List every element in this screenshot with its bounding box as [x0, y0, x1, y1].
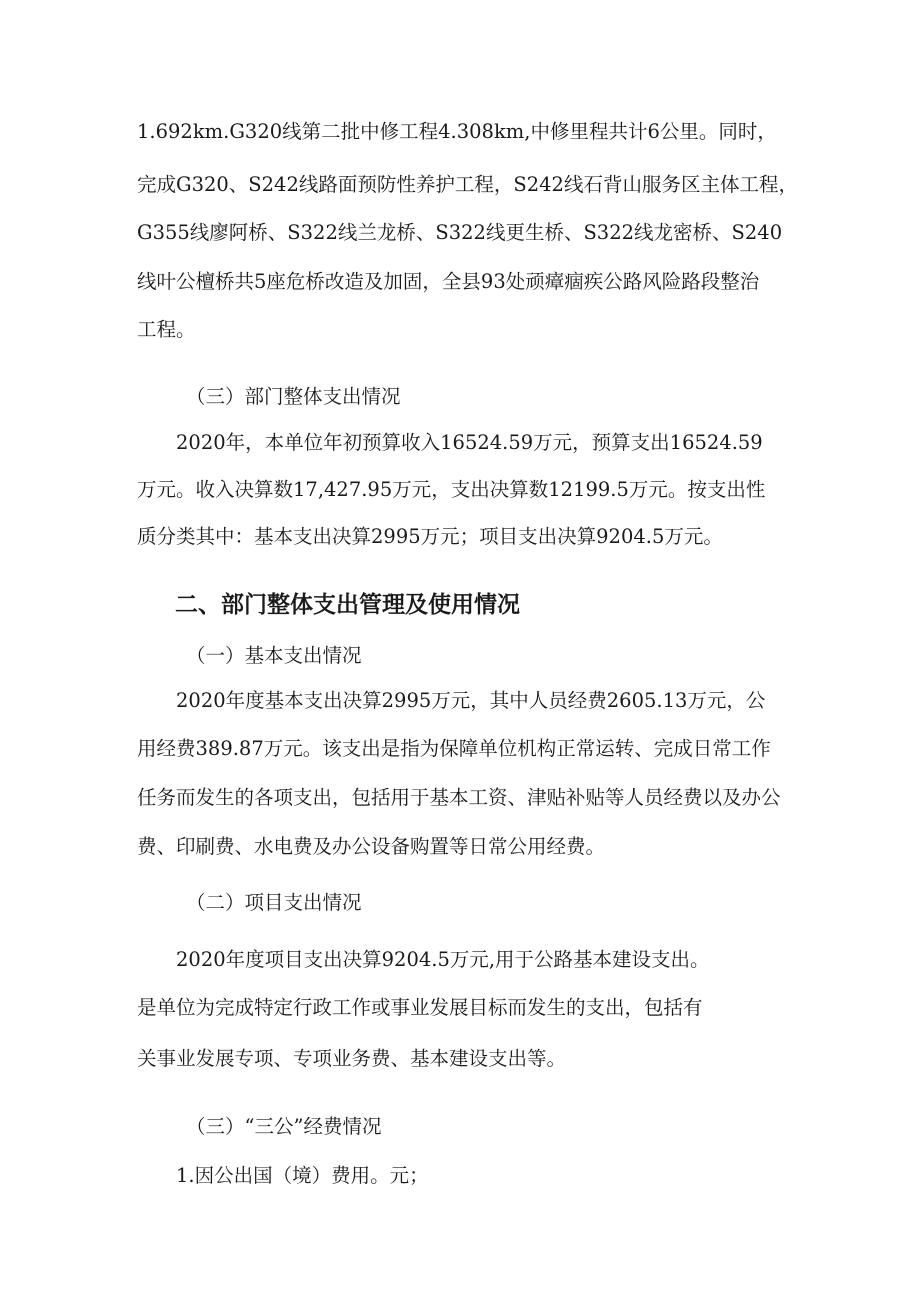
- section-heading: 二、部门整体支出管理及使用情况: [175, 592, 520, 618]
- subsection-heading-three-public-expenses: （三）“三公”经费情况: [186, 1115, 382, 1138]
- paragraph-line: 是单位为完成特定行政工作或事业发展目标而发生的支出，包括有: [137, 996, 703, 1019]
- paragraph-line: 关事业发展专项、专项业务费、基本建设支出等。: [137, 1047, 567, 1070]
- paragraph-line: 2020年度基本支出决算2995万元，其中人员经费2605.13万元，公: [176, 689, 766, 712]
- paragraph-line: 工程。: [137, 318, 196, 341]
- list-item: 1.因公出国（境）费用。元；: [176, 1164, 429, 1187]
- paragraph-line: 线叶公檀桥共5座危桥改造及加固，全县93处顽瘴痼疾公路风险路段整治: [137, 270, 760, 293]
- paragraph-line: 万元。收入决算数17,427.95万元，支出决算数12199.5万元。按支出性: [137, 478, 766, 501]
- paragraph-line: 完成G320、S242线路面预防性养护工程，S242线石背山服务区主体工程，: [137, 173, 798, 196]
- subsection-heading-project-expenditure: （二）项目支出情况: [186, 891, 362, 914]
- paragraph-line: 2020年度项目支出决算9204.5万元,用于公路基本建设支出。: [176, 948, 710, 971]
- paragraph-line: 质分类其中：基本支出决算2995万元；项目支出决算9204.5万元。: [137, 525, 723, 548]
- paragraph-line: 费、印刷费、水电费及办公设备购置等日常公用经费。: [137, 835, 606, 858]
- subsection-heading-expenditure-overview: （三）部门整体支出情况: [186, 385, 401, 408]
- paragraph-line: 任务而发生的各项支出，包括用于基本工资、津贴补贴等人员经费以及办公: [137, 786, 781, 809]
- subsection-heading-basic-expenditure: （一）基本支出情况: [186, 644, 362, 667]
- paragraph-line: 用经费389.87万元。该支出是指为保障单位机构正常运转、完成日常工作: [137, 737, 771, 760]
- paragraph-line: 1.692km.G320线第二批中修工程4.308km,中修里程共计6公里。同时，: [137, 120, 777, 143]
- paragraph-line: 2020年，本单位年初预算收入16524.59万元，预算支出16524.59: [176, 431, 763, 454]
- paragraph-line: G355线廖阿桥、S322线兰龙桥、S322线更生桥、S322线龙密桥、S240: [137, 221, 783, 244]
